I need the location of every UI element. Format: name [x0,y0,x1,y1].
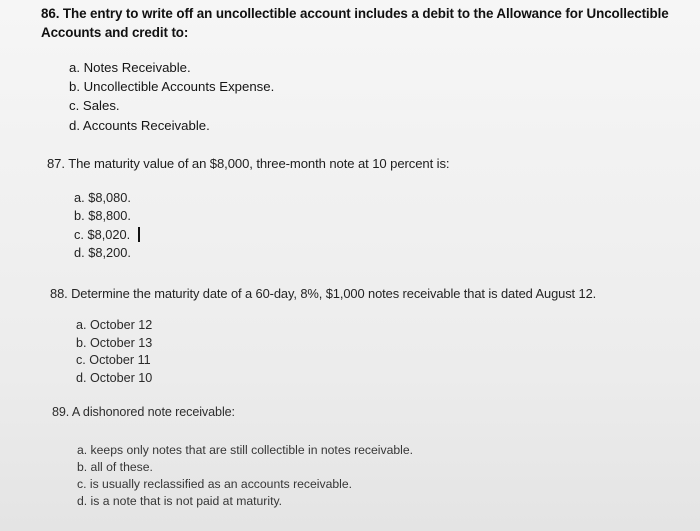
question-87-option-a: a. $8,080. [74,190,131,205]
question-89-option-c: c. is usually reclassified as an accounts receivable. [77,477,353,491]
question-88-option-b: b. October 13 [76,335,153,350]
question-87-option-b: b. $8,800. [74,208,131,224]
question-86-option-c: c. Sales. [69,98,120,114]
question-89-option-d: d. is a note that is not paid at maturity. [77,494,283,508]
question-88-options [76,317,152,387]
question-86-options [69,58,274,135]
question-88-stem: 88. Determine the maturity date of a 60-day, 8%, $1,000 notes receivable that is dated August 12. [50,286,597,301]
text-cursor-mark [138,227,140,242]
question-86-option-b: b. Uncollectible Accounts Expense. [69,79,275,95]
question-89-option-b: b. all of these. [77,460,153,474]
question-88-option-d: d. October 10 [76,370,153,385]
question-87-options [74,189,140,263]
question-89-options [77,442,413,510]
question-87-stem: 87. The maturity value of an $8,000, three-month note at 10 percent is: [47,156,450,171]
question-87-option-d: d. $8,200. [74,245,131,261]
question-87-option-c: c. $8,020. [74,226,131,242]
question-89-option-a: a. keeps only notes that are still collectible in notes receivable. [77,443,414,457]
question-86-option-d: d. Accounts Receivable. [69,117,210,133]
question-88-option-c: c. October 11 [76,353,151,368]
question-88-option-a: a. October 12 [76,318,153,332]
question-89-stem: 89. A dishonored note receivable: [52,405,235,419]
question-87-option-c-row [74,226,140,244]
question-86-stem: 86. The entry to write off an uncollectible account includes a debit to the Allowance for Uncollectible Accounts and credit to: [41,6,669,40]
question-86-option-a: a. Notes Receivable. [69,60,191,75]
